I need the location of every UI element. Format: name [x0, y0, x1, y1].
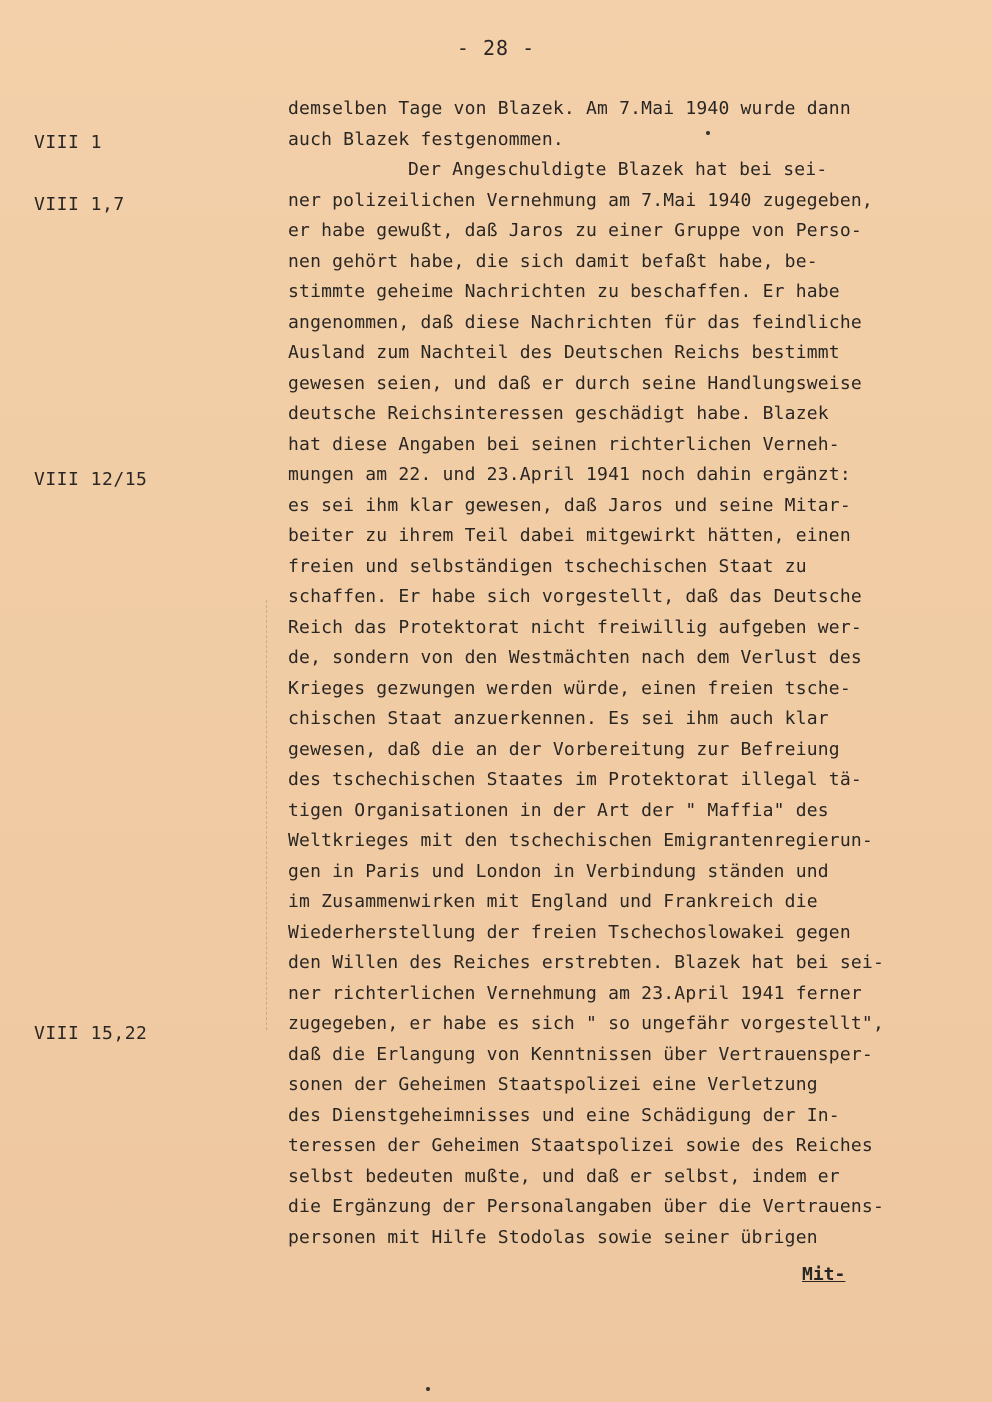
text-line: mungen am 22. und 23.April 1941 noch dahin ergänzt:: [288, 464, 851, 485]
text-line: de, sondern von den Westmächten nach dem Verlust des: [288, 647, 862, 668]
body-text: [288, 94, 968, 1253]
text-line: schaffen. Er habe sich vorgestellt, daß das Deutsche: [288, 586, 862, 607]
text-line: Reich das Protektorat nicht freiwillig aufgeben wer-: [288, 616, 862, 638]
text-line: sonen der Geheimen Staatspolizei eine Verletzung: [288, 1074, 818, 1095]
text-line: gen in Paris und London in Verbindung ständen und: [288, 860, 829, 882]
text-line: zugegeben, er habe es sich " so ungefähr vorgestellt",: [288, 1013, 884, 1034]
text-line: demselben Tage von Blazek. Am 7.Mai 1940 wurde dann: [288, 98, 851, 119]
margin-rule: [266, 600, 268, 1030]
text-line: Weltkrieges mit den tschechischen Emigrantenregierun-: [288, 830, 873, 851]
text-line: auch Blazek festgenommen.: [288, 128, 564, 150]
text-line: ner polizeilichen Vernehmung am 7.Mai 1940 zugegeben,: [288, 189, 873, 211]
text-line: freien und selbständigen tschechischen Staat zu: [288, 555, 807, 577]
text-line: teressen der Geheimen Staatspolizei sowie des Reiches: [288, 1135, 873, 1156]
text-line: stimmte geheime Nachrichten zu beschaffen. Er habe: [288, 281, 840, 302]
text-line: er habe gewußt, daß Jaros zu einer Gruppe von Perso-: [288, 220, 862, 241]
text-line: gewesen, daß die an der Vorbereitung zur Befreiung: [288, 738, 840, 760]
margin-reference: VIII 1: [34, 132, 103, 153]
text-line: des Dienstgeheimnisses und eine Schädigung der In-: [288, 1104, 840, 1126]
text-line: deutsche Reichsinteressen geschädigt habe. Blazek: [288, 403, 829, 424]
margin-reference: VIII 15,22: [34, 1023, 148, 1044]
margin-reference: VIII 12/15: [34, 469, 148, 490]
text-line: gewesen seien, und daß er durch seine Handlungsweise: [288, 372, 862, 394]
text-line: tigen Organisationen in der Art der " Maffia" des: [288, 799, 829, 821]
text-line: Wiederherstellung der freien Tschechoslowakei gegen: [288, 921, 851, 943]
text-line: Ausland zum Nachteil des Deutschen Reichs bestimmt: [288, 342, 840, 363]
text-line: beiter zu ihrem Teil dabei mitgewirkt hätten, einen: [288, 525, 851, 546]
text-line: nen gehört habe, die sich damit befaßt habe, be-: [288, 250, 818, 272]
text-line: des tschechischen Staates im Protektorat illegal tä-: [288, 769, 862, 790]
text-line: Krieges gezwungen werden würde, einen freien tsche-: [288, 677, 851, 699]
ink-speck: [706, 131, 710, 135]
text-line: angenommen, daß diese Nachrichten für das feindliche: [288, 311, 862, 333]
page-number: - 28 -: [456, 36, 536, 60]
text-line: daß die Erlangung von Kenntnissen über Vertrauensper-: [288, 1043, 873, 1065]
text-line: selbst bedeuten mußte, und daß er selbst, indem er: [288, 1165, 840, 1187]
text-line: Der Angeschuldigte Blazek hat bei sei-: [408, 159, 828, 180]
text-line: den Willen des Reiches erstrebten. Blazek hat bei sei-: [288, 952, 884, 973]
text-line: personen mit Hilfe Stodolas sowie seiner übrigen: [288, 1226, 818, 1248]
text-line: im Zusammenwirken mit England und Frankreich die: [288, 891, 818, 912]
text-line: es sei ihm klar gewesen, daß Jaros und seine Mitar-: [288, 494, 851, 516]
catchword: Mit-: [802, 1264, 846, 1285]
text-line: hat diese Angaben bei seinen richterlichen Verneh-: [288, 433, 840, 455]
text-line: die Ergänzung der Personalangaben über die Vertrauens-: [288, 1196, 884, 1217]
text-line: chischen Staat anzuerkennen. Es sei ihm auch klar: [288, 708, 829, 729]
ink-speck: [426, 1387, 430, 1391]
margin-reference: VIII 1,7: [34, 194, 125, 215]
text-line: ner richterlichen Vernehmung am 23.April 1941 ferner: [288, 982, 862, 1004]
